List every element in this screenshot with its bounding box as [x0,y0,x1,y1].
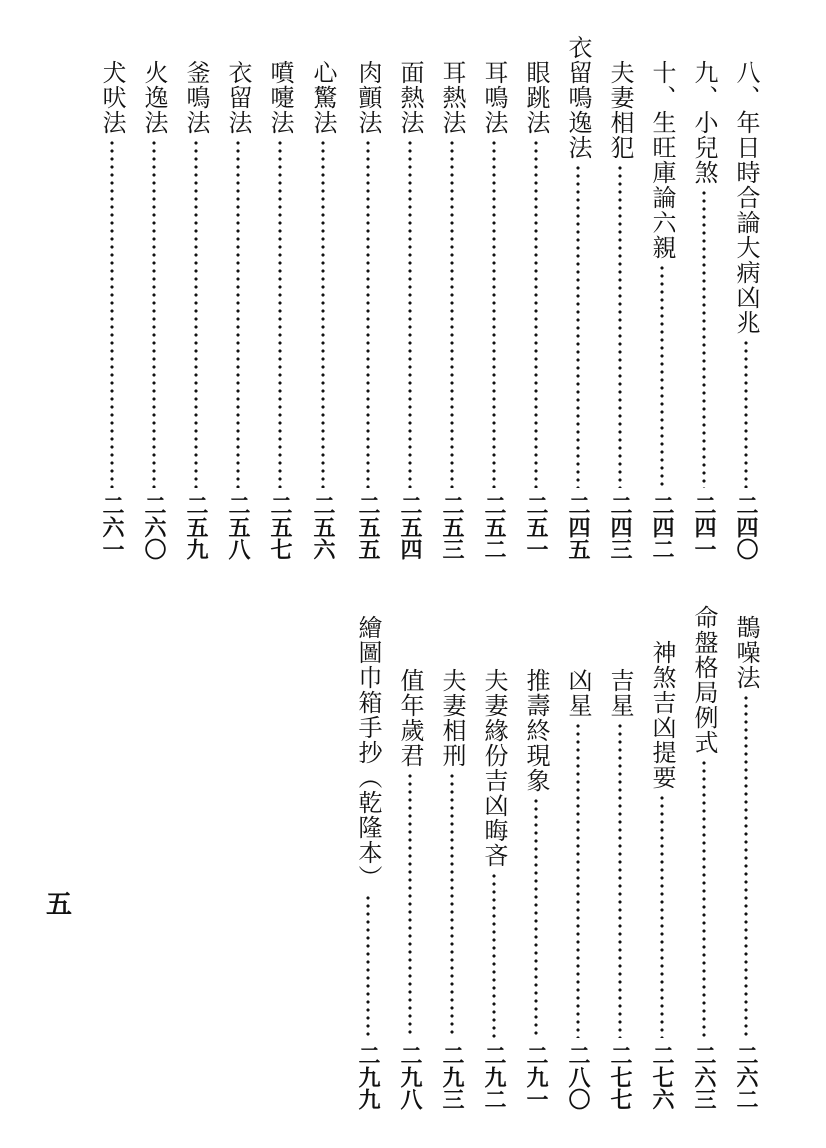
toc-entry[interactable] [476,60,512,560]
entry-title: 命盤格局例式 [690,605,718,755]
entry-title: 眼跳法 [522,60,550,135]
toc-entry[interactable] [728,60,764,560]
toc-entry[interactable] [476,668,512,1110]
toc-entry[interactable] [350,60,386,560]
toc-entry[interactable] [644,60,680,560]
entry-page: 二六〇 [141,494,167,560]
entry-page: 二四五 [565,494,591,560]
entry-title: 推壽終現象 [522,668,550,793]
entry-title: 肉顫法 [354,60,382,135]
dot-leader [702,189,706,488]
dot-leader [660,794,664,1038]
entry-page: 二九八 [397,1044,423,1110]
dot-leader [408,772,412,1038]
entry-title: 火逸法 [140,60,168,135]
entry-page: 二九三 [439,1044,465,1110]
toc-entry[interactable] [686,60,722,560]
dot-leader [321,139,325,488]
toc-entry[interactable] [602,668,638,1110]
dot-leader [492,872,496,1038]
entry-page: 二五一 [523,494,549,560]
entry-page: 二四一 [691,494,717,560]
toc-entry[interactable] [602,60,638,560]
entry-page: 二七七 [607,1044,633,1110]
entry-title: 九、小兒煞 [690,60,718,185]
dot-leader [194,139,198,488]
dot-leader [492,139,496,488]
entry-page: 二九一 [523,1044,549,1110]
entry-title: 心驚法 [309,60,337,135]
entry-page: 二五九 [183,494,209,560]
toc-entry[interactable] [136,60,172,560]
toc-entry[interactable] [392,668,428,1110]
dot-leader [152,139,156,488]
dot-leader [534,797,538,1038]
toc-entry[interactable] [350,615,386,1110]
entry-title: 衣留鳴逸法 [564,35,592,160]
entry-title: 夫妻緣份吉凶晦吝 [480,668,508,868]
toc-entry[interactable] [560,668,596,1110]
toc-entry[interactable] [518,60,554,560]
entry-page: 二九九 [355,1044,381,1110]
entry-page: 二五六 [310,494,336,560]
dot-leader [110,139,114,488]
entry-page: 二八〇 [565,1044,591,1110]
entry-page: 二四二 [649,494,675,560]
entry-page: 二六二 [733,1044,759,1110]
dot-leader [366,894,370,1038]
page-number: 五 [46,890,73,920]
toc-entry[interactable] [560,35,596,560]
entry-title: 耳熱法 [438,60,466,135]
entry-page: 二七六 [649,1044,675,1110]
dot-leader [618,722,622,1038]
dot-leader [660,264,664,488]
entry-title: 夫妻相刑 [438,668,466,768]
entry-page: 二五三 [439,494,465,560]
toc-entry[interactable] [305,60,341,560]
entry-title: 吉星 [606,668,634,718]
dot-leader [366,139,370,488]
entry-title: 繪圖巾箱手抄（乾隆本） [354,615,382,890]
dot-leader [576,722,580,1038]
entry-title: 釜鳴法 [182,60,210,135]
toc-entry[interactable] [434,60,470,560]
dot-leader [534,139,538,488]
toc-entry[interactable] [178,60,214,560]
dot-leader [278,139,282,488]
entry-page: 二五二 [481,494,507,560]
entry-title: 凶星 [564,668,592,718]
entry-page: 二六一 [99,494,125,560]
dot-leader [702,759,706,1038]
entry-page: 二四〇 [733,494,759,560]
entry-title: 值年歲君 [396,668,424,768]
entry-page: 二五七 [267,494,293,560]
entry-page: 二五四 [397,494,423,560]
entry-title: 噴嚏法 [266,60,294,135]
toc-entry[interactable] [518,668,554,1110]
dot-leader [618,164,622,488]
dot-leader [744,694,748,1038]
entry-page: 二五八 [225,494,251,560]
toc-entry[interactable] [686,605,722,1110]
entry-title: 鵲噪法 [732,615,760,690]
entry-title: 神煞吉凶提要 [648,640,676,790]
entry-title: 犬吠法 [98,60,126,135]
entry-page: 二四三 [607,494,633,560]
entry-page: 二五五 [355,494,381,560]
entry-title: 面熱法 [396,60,424,135]
dot-leader [236,139,240,488]
entry-title: 耳鳴法 [480,60,508,135]
entry-title: 八、年日時合論大病凶兆 [732,60,760,335]
entry-page: 二九二 [481,1044,507,1110]
toc-entry[interactable] [220,60,256,560]
entry-title: 衣留法 [224,60,252,135]
toc-entry[interactable] [728,615,764,1110]
toc-entry[interactable] [262,60,298,560]
dot-leader [450,139,454,488]
toc-entry[interactable] [434,668,470,1110]
entry-page: 二六三 [691,1044,717,1110]
toc-entry[interactable] [94,60,130,560]
entry-title: 十、生旺庫論六親 [648,60,676,260]
dot-leader [576,164,580,488]
toc-entry[interactable] [644,640,680,1110]
toc-entry[interactable] [392,60,428,560]
dot-leader [450,772,454,1038]
dot-leader [408,139,412,488]
dot-leader [744,339,748,488]
entry-title: 夫妻相犯 [606,60,634,160]
